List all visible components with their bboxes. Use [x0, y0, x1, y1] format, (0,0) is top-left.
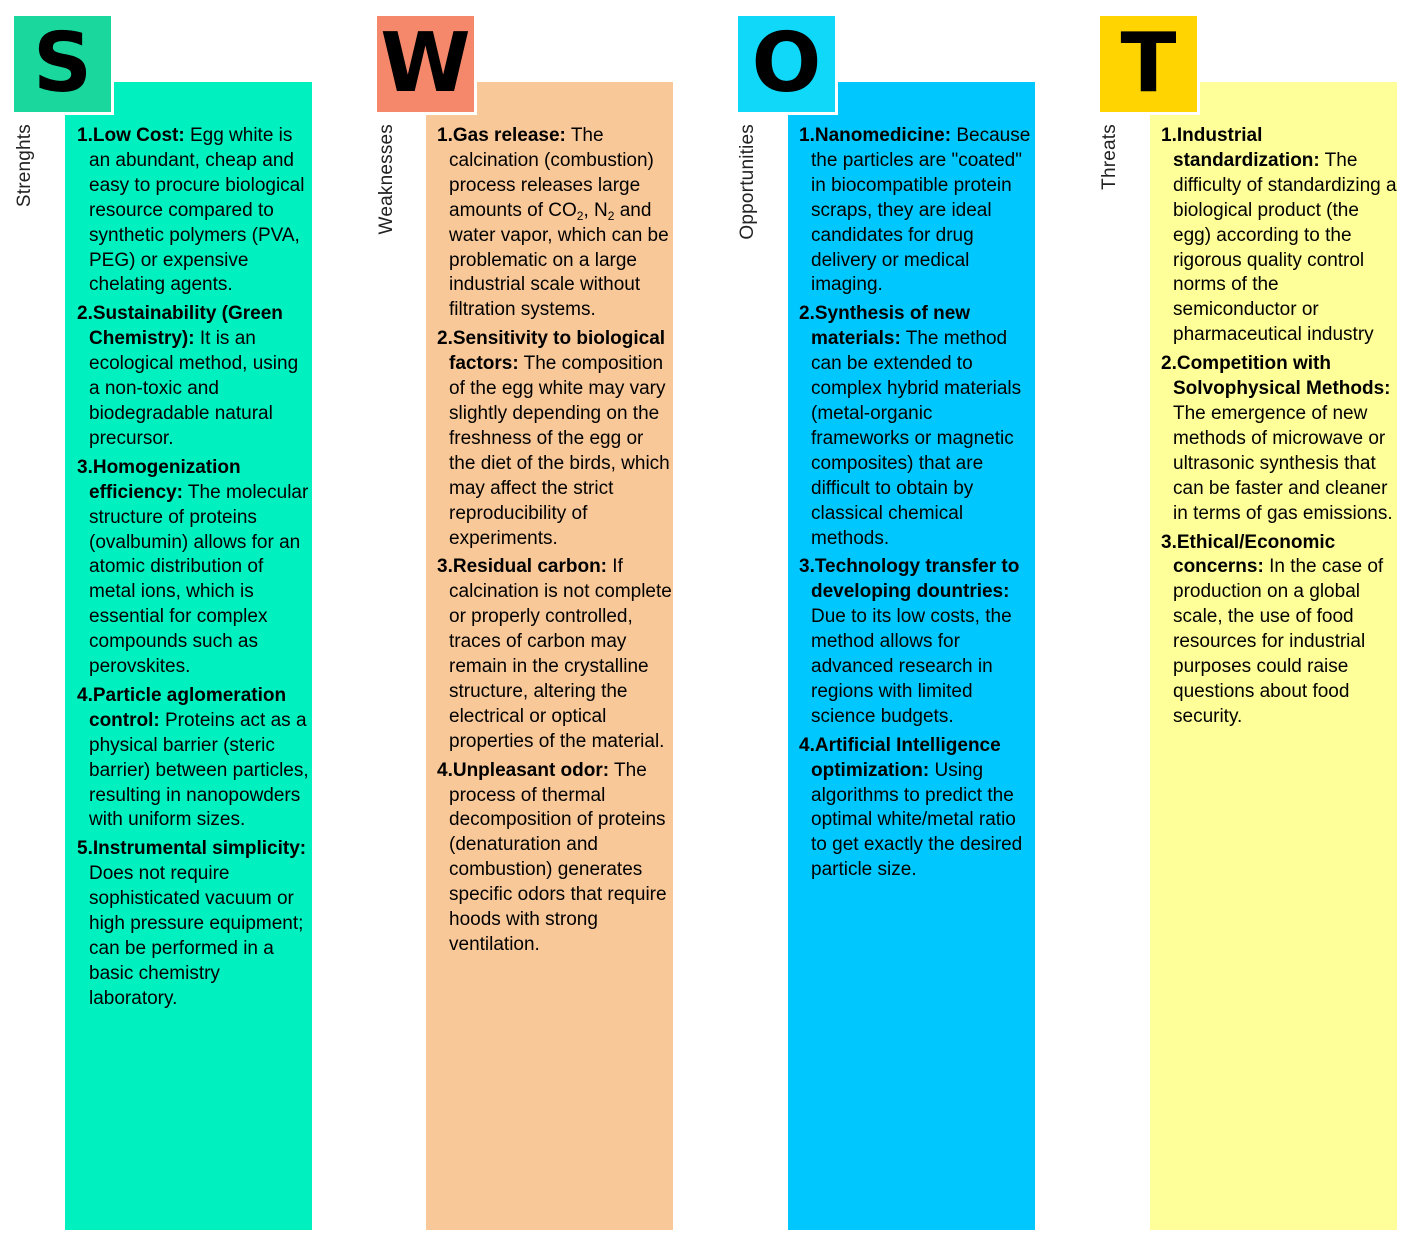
opportunities-letter-box [738, 16, 838, 115]
strengths-list [77, 124, 313, 1016]
opportunities-side-label [735, 124, 759, 264]
threats-label: Threats [1099, 124, 1120, 190]
list-item: 5.Instrumental simplicity: Does not require sophisticated vacuum or high pressure equipment; can be performed in a basic chemistry laboratory. [77, 838, 307, 1009]
list-item: 4.Particle aglomeration control: Proteins act as a physical barrier (steric barrier) between particles, resulting in nanopowders with uniform sizes. [77, 684, 309, 831]
opportunities-letter: O [751, 16, 822, 111]
strengths-letter: S [32, 16, 93, 111]
list-item: 2.Sensitivity to biological factors: The composition of the egg white may vary slightly depending on the freshness of the egg or the diet of the birds, which may affect the strict reproducibility of experiments. [437, 328, 670, 549]
list-item: 1.Nanomedicine: Because the particles are "coated" in biocompatible protein scraps, they are ideal candidates for drug delivery or medical imaging. [799, 125, 1031, 296]
list-item: 3.Homogenization efficiency: The molecular structure of proteins (ovalbumin) allows for an atomic distribution of metal ions, which is essential for complex compounds such as perovskites. [77, 456, 309, 678]
weaknesses-label: Weaknesses [376, 124, 397, 235]
weaknesses-side-label [374, 124, 398, 264]
strengths-label: Strenghts [14, 124, 35, 208]
list-item: 2.Synthesis of new materials: The method can be extended to complex hybrid materials (metal-organic frameworks or magnetic composites) that are difficult to obtain by classical chemical methods. [799, 303, 1022, 549]
opportunities-label: Opportunities [737, 124, 758, 240]
list-item: 3.Ethical/Economic concerns: In the case of production on a global scale, the use of food resources for industrial purposes could raise questions about food security. [1161, 531, 1384, 727]
threats-letter: T [1120, 16, 1177, 111]
weaknesses-list [437, 124, 673, 962]
list-item: 2.Sustainability (Green Chemistry): It is an ecological method, using a non-toxic and biodegradable natural precursor. [77, 303, 299, 449]
list-item: 2.Competition with Solvophysical Methods: The emergence of new methods of microwave or ultrasonic synthesis that can be faster and cleaner in terms of gas emissions. [1161, 353, 1393, 524]
gas-release-text: The calcination (combustion) process releases large amounts of $CO_2$, $N_2$ and water vapor, which can be problematic on a large industrial scale without filtration systems. [449, 125, 669, 321]
list-item: 4.Artificial Intelligence optimization: Using algorithms to predict the optimal white/metal ratio to get exactly the desired particle size. [799, 734, 1023, 881]
list-item: 1.Industrial standardization: The difficulty of standardizing a biological product (the egg) according to the rigorous quality control norms of the semiconductor or pharmaceutical industry [1161, 125, 1397, 346]
strengths-side-label [12, 124, 36, 264]
threats-side-label [1097, 124, 1121, 264]
list-item: 4.Unpleasant odor: The process of thermal decomposition of proteins (denaturation and combustion) generates specific odors that require hoods with strong ventilation. [437, 759, 667, 955]
list-item: 3.Technology transfer to developing dountries: Due to its low costs, the method allows for advanced research in regions with limited science budgets. [799, 556, 1020, 727]
strengths-letter-box [14, 16, 114, 115]
opportunities-list [799, 124, 1035, 887]
threats-letter-box [1100, 16, 1200, 115]
list-item: 3.Residual carbon: If calcination is not complete or properly controlled, traces of carbon may remain in the crystalline structure, altering the electrical or optical properties of the material. [437, 556, 672, 752]
list-item: 1.Low Cost: Egg white is an abundant, cheap and easy to procure biological resource compared to synthetic polymers (PVA, PEG) or expensive chelating agents. [77, 125, 305, 296]
threats-list [1161, 124, 1397, 734]
list-item: 1.Gas release: The calcination (combustion) process releases large amounts of $CO_2$, $N_2$ and water vapor, which can be problematic on a large industrial scale without filtration systems. [437, 125, 669, 321]
weaknesses-letter-box [377, 16, 477, 115]
weaknesses-letter: W [380, 16, 471, 111]
